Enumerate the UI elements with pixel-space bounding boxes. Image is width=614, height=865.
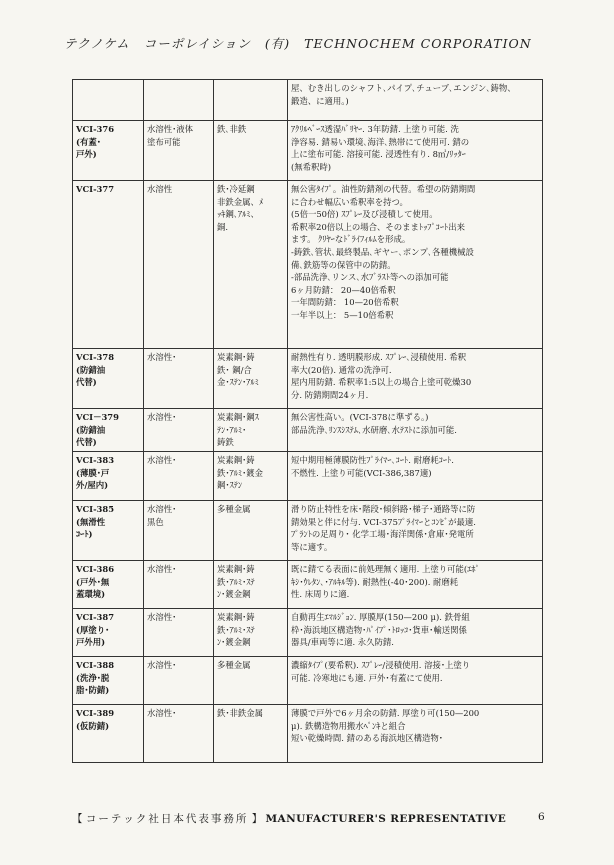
cell-text-line: 炭素鋼･鋳: [217, 352, 255, 362]
cell-text-line: ｷｼ･ｳﾚﾀﾝ､･ｱﾙｷﾙ等). 耐熱性(-40･200). 耐磨耗: [291, 576, 459, 587]
cell-text-line: VCI-387: [76, 612, 115, 622]
cell-text-line: VCI-389: [76, 708, 115, 718]
cell-text-line: 希釈率20倍以上の場合、そのままﾄｯﾌﾟｺｰﾄ出来: [291, 221, 465, 232]
description-cell: [288, 561, 543, 609]
company-name-kana-a: テクノケム: [64, 36, 130, 51]
cell-text-line: 鉄･ｱﾙﾐ･ｽﾃ: [217, 624, 255, 635]
cell-text-line: 水溶性･: [147, 708, 177, 718]
solvent-cell: [144, 349, 214, 409]
cell-text-line: (戸外･無: [76, 576, 110, 587]
cell-text-line: 鉄･非鉄金属: [217, 708, 264, 718]
model-cell: [73, 609, 144, 657]
cell-text-line: 多種金属: [217, 660, 251, 670]
cell-text-line: ｺｰﾄ): [76, 529, 93, 540]
cell-text-line: 鉄､非鉄: [217, 124, 247, 134]
cell-text-line: 塗布可能: [147, 136, 181, 147]
cell-text-line: 耐熱性有り. 透明膜形成. ｽﾌﾟﾚｰ､浸積使用. 希釈: [291, 352, 467, 362]
cell-text-line: 一年半以上： 5—10倍希釈: [291, 309, 394, 320]
cell-text-line: 無公害ﾀｲﾌﾟ。油性防錆剤の代替。希望の防錆期間: [291, 184, 476, 194]
cell-text-line: 戸外用): [76, 637, 106, 648]
page-footer: [72, 811, 552, 826]
description-cell: [288, 80, 543, 121]
metal-cell: [214, 80, 288, 121]
company-name-kana-b: コーポレイション: [143, 36, 251, 51]
solvent-cell: [144, 501, 214, 561]
metal-cell: [214, 657, 288, 705]
cell-text-line: VCI-378: [76, 352, 115, 362]
description-cell: [288, 452, 543, 501]
cell-text-line: 水溶性･: [147, 504, 177, 514]
cell-text-line: VCI-385: [76, 504, 115, 514]
solvent-cell: [144, 657, 214, 705]
cell-text-line: 水溶性･: [147, 352, 177, 362]
footer-close-bracket: 】: [251, 813, 263, 825]
description-cell: [288, 657, 543, 705]
table-row: [73, 501, 543, 561]
cell-text-line: 鋼･ｽﾃﾝ: [217, 480, 243, 491]
cell-text-line: 炭素鋼･鋳: [217, 612, 255, 622]
description-cell: [288, 705, 543, 763]
table-row: [73, 561, 543, 609]
cell-text-line: 屋内用防錆. 希釈率1:5以上の場合上塗可乾燥30: [291, 377, 472, 388]
metal-cell: [214, 609, 288, 657]
solvent-cell: [144, 121, 214, 181]
table-row: [73, 121, 543, 181]
solvent-cell: [144, 80, 214, 121]
table-row: [73, 609, 543, 657]
page-header: [64, 34, 564, 52]
cell-text-line: 上に塗布可能. 溶接可能. 浸透性有り. 8㎡/ﾘｯﾀｰ: [291, 149, 466, 160]
cell-text-line: 薄膜で戸外で6ヶ月余の防錆. 厚塗り可(150—200: [291, 708, 480, 718]
description-cell: [288, 409, 543, 452]
cell-text-line: (薄膜･戸: [76, 467, 110, 478]
cell-text-line: 鉄･冷延鋼: [217, 184, 255, 194]
cell-text-line: 炭素鋼･鋳: [217, 564, 255, 574]
cell-text-line: 金･ｽﾃﾝ･ｱﾙﾐ: [217, 377, 259, 388]
cell-text-line: 一年間防錆： 10—20倍希釈: [291, 297, 399, 308]
model-cell: [73, 705, 144, 763]
cell-text-line: 戸外): [76, 149, 97, 160]
cell-text-line: 濃縮ﾀｲﾌﾟ(要希釈). ｽﾌﾟﾚｰ/浸積使用. 溶接･上塗り: [291, 660, 471, 670]
cell-text-line: ｱｸﾘﾙﾍﾞｰｽ透湿ﾊﾞﾘﾔｰ. 3年防錆. 上塗り可能. 洗: [291, 124, 459, 134]
cell-text-line: 鉄･ 鋼/合: [217, 364, 252, 375]
model-cell: [73, 409, 144, 452]
cell-text-line: ﾝ･鍍金鋼: [217, 637, 251, 648]
cell-text-line: -部品洗浄､リンス､水ﾌﾞﾗｽﾄ等への添加可能: [291, 272, 449, 283]
cell-text-line: 代替): [76, 377, 97, 388]
cell-text-line: 水溶性･: [147, 612, 177, 622]
cell-text-line: (防錆油: [76, 364, 106, 375]
cell-text-line: 錆効果と伴に付与. VCI-375ﾌﾟﾗｲﾏｰとｺﾝﾋﾞが最適.: [291, 516, 476, 527]
cell-text-line: 水溶性･液体: [147, 124, 194, 134]
cell-text-line: 性. 床周りに適.: [291, 589, 350, 600]
cell-text-line: 黒色: [147, 516, 164, 527]
cell-text-line: 水溶性･: [147, 564, 177, 574]
solvent-cell: [144, 705, 214, 763]
table-row: [73, 181, 543, 349]
product-spec-table: [72, 79, 543, 763]
cell-text-line: ﾌﾟﾗﾝﾄの足周り･ 化学工場･海洋関係･倉庫･発電所: [291, 529, 474, 540]
cell-text-line: 可能. 冷寒地にも適. 戸外･有蓋にて使用.: [291, 672, 443, 683]
page-number: 6: [538, 811, 545, 823]
cell-text-line: 代替): [76, 437, 97, 448]
cell-text-line: 炭素鋼･鋳: [217, 455, 255, 465]
table-row: [73, 409, 543, 452]
metal-cell: [214, 409, 288, 452]
cell-text-line: に合わせ幅広い希釈率を持つ。: [291, 196, 408, 207]
cell-text-line: VCI-376: [76, 124, 115, 134]
cell-text-line: 屋、むき出しのシャフト､パイプ､チューブ､エンジン､鋳物、: [291, 83, 516, 93]
cell-text-line: 水溶性･: [147, 455, 177, 465]
metal-cell: [214, 452, 288, 501]
solvent-cell: [144, 561, 214, 609]
cell-text-line: 不燃性. 上塗り可能(VCI-386,387適): [291, 467, 432, 478]
metal-cell: [214, 181, 288, 349]
cell-text-line: 滑り防止特性を床･階段･傾斜路･梯子･通路等に防: [291, 504, 476, 514]
cell-text-line: 外/屋内): [76, 480, 109, 491]
cell-text-line: (防錆油: [76, 424, 106, 435]
cell-text-line: (厚塗り･: [76, 624, 110, 635]
model-cell: [73, 181, 144, 349]
cell-text-line: 部品洗浄､ﾘﾝｽｼｽﾃﾑ､水研磨､水ﾃｽﾄに添加可能.: [291, 424, 457, 435]
cell-text-line: 等に適す。: [291, 541, 333, 552]
cell-text-line: VCI－379: [76, 412, 119, 422]
model-cell: [73, 657, 144, 705]
cell-text-line: VCI-377: [76, 184, 115, 194]
cell-text-line: VCI-386: [76, 564, 115, 574]
cell-text-line: 器具/車両等に適. 永久防錆.: [291, 637, 394, 648]
footer-office-name: コーテック社日本代表事務所: [85, 813, 249, 825]
cell-text-line: ｯｷ鋼､ｱﾙﾐ、: [217, 209, 259, 220]
model-cell: [73, 80, 144, 121]
cell-text-line: (無希釈時): [291, 161, 332, 172]
model-cell: [73, 121, 144, 181]
cell-text-line: 鉄･ｱﾙﾐ･ｽﾃ: [217, 576, 255, 587]
cell-text-line: 率大(20倍). 通常の洗浄可.: [291, 364, 392, 375]
cell-text-line: 鋳鉄: [217, 437, 234, 448]
footer-representative: MANUFACTURER'S REPRESENTATIVE: [265, 813, 507, 825]
cell-text-line: 浄容易. 錆易い環境､海洋､熱帯にて使用可. 錆の: [291, 136, 470, 147]
cell-text-line: 備､鉄筋等の保管中の防錆。: [291, 259, 396, 270]
cell-text-line: 6ヶ月防錆： 20—40倍希釈: [291, 284, 396, 295]
cell-text-line: 自動再生ｴﾏﾙｼﾞｮﾝ. 厚膜厚(150—200 μ). 鉄骨組: [291, 612, 470, 622]
cell-text-line: (仮防錆): [76, 720, 110, 731]
solvent-cell: [144, 452, 214, 501]
cell-text-line: (無滑性: [76, 516, 106, 527]
cell-text-line: 脂･防錆): [76, 685, 110, 696]
footer-open-bracket: 【: [72, 813, 83, 825]
description-cell: [288, 349, 543, 409]
cell-text-line: μ). 鉄構造物用搬水ﾍﾟﾝｷと組合: [291, 720, 406, 731]
table-row: [73, 80, 543, 121]
model-cell: [73, 561, 144, 609]
cell-text-line: (洗浄･脱: [76, 672, 110, 683]
model-cell: [73, 501, 144, 561]
cell-text-line: -鋳鉄､管状､最終製品､ギヤー､ポンプ､各種機械設: [291, 246, 474, 257]
solvent-cell: [144, 181, 214, 349]
cell-text-line: 既に錆てる表面に前処理無く適用. 上塗り可能(ｴﾎﾟ: [291, 564, 480, 574]
solvent-cell: [144, 409, 214, 452]
cell-text-line: (有蓋･: [76, 136, 101, 147]
metal-cell: [214, 501, 288, 561]
table-row: [73, 452, 543, 501]
model-cell: [73, 452, 144, 501]
cell-text-line: VCI-383: [76, 455, 115, 465]
table-row: [73, 705, 543, 763]
metal-cell: [214, 561, 288, 609]
cell-text-line: (5倍一50倍) ｽﾌﾟﾚｰ及び浸積して使用。: [291, 209, 438, 220]
cell-text-line: ます。 ｸﾘﾔｰなﾄﾞﾗｲﾌｨﾙﾑを形成。: [291, 234, 411, 245]
cell-text-line: ﾝ･鍍金鋼: [217, 589, 251, 600]
cell-text-line: 鍛造、に適用。): [291, 95, 349, 106]
table-row: [73, 349, 543, 409]
cell-text-line: 水溶性: [147, 184, 173, 194]
product-spec-table-body: [73, 80, 543, 763]
cell-text-line: VCI-388: [76, 660, 115, 670]
cell-text-line: 鉄･ｱﾙﾐ･鍍金: [217, 467, 264, 478]
solvent-cell: [144, 609, 214, 657]
cell-text-line: 分. 防錆期間24ヶ月.: [291, 389, 369, 400]
description-cell: [288, 121, 543, 181]
metal-cell: [214, 121, 288, 181]
cell-text-line: 枠･海浜地区構造物･ﾊﾟｲﾌﾟ･ﾄﾛｯｺ･貨車･輸送関係: [291, 624, 467, 635]
table-row: [73, 657, 543, 705]
cell-text-line: 短い乾燥時間. 錆のある海浜地区構造物･: [291, 733, 443, 744]
description-cell: [288, 609, 543, 657]
metal-cell: [214, 349, 288, 409]
cell-text-line: 銅.: [217, 221, 229, 232]
description-cell: [288, 501, 543, 561]
cell-text-line: 多種金属: [217, 504, 251, 514]
metal-cell: [214, 705, 288, 763]
model-cell: [73, 349, 144, 409]
cell-text-line: 水溶性･: [147, 660, 177, 670]
cell-text-line: ﾃﾝ･ｱﾙﾐ･: [217, 424, 247, 435]
cell-text-line: 非鉄金属、ﾒ: [217, 196, 264, 207]
cell-text-line: 炭素鋼･鋼ｽ: [217, 412, 259, 422]
cell-text-line: 水溶性･: [147, 412, 177, 422]
cell-text-line: 蓋環境): [76, 589, 106, 600]
cell-text-line: 短中期用極薄膜防性ﾌﾟﾗｲﾏｰ､ｺｰﾄ. 耐磨耗ｺｰﾄ.: [291, 455, 454, 465]
description-cell: [288, 181, 543, 349]
cell-text-line: 無公害性高い。(VCI-378に準ずる。): [291, 412, 429, 422]
company-type: (有): [264, 36, 291, 51]
company-name-english: TECHNOCHEM CORPORATION: [304, 36, 532, 51]
